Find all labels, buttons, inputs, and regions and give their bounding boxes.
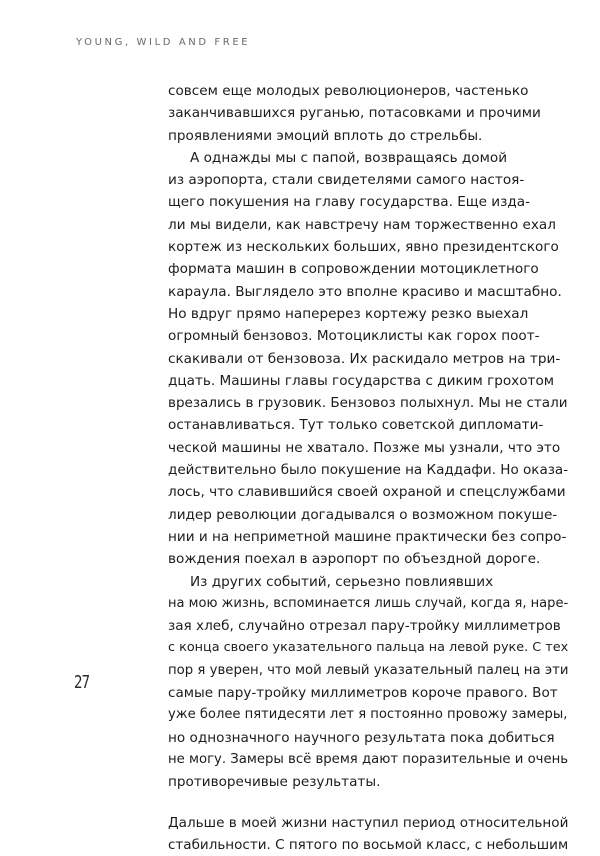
text-line: противоречивые результаты. — [168, 774, 381, 791]
text-line: нии и на неприметной машине практически без сопро- — [168, 528, 567, 545]
text-line: с конца своего указательного пальца на левой руке. С тех — [168, 640, 569, 656]
text-line: ческой машины не хватало. Позже мы узнали, что это — [168, 439, 561, 456]
text-line: заканчивавшихся руганью, потасовками и прочими — [168, 105, 541, 122]
text-line: лидер революции догадывался о возможном покуше- — [168, 506, 558, 523]
text-line: из аэропорта, стали свидетелями самого настоя- — [168, 172, 525, 189]
text-line: Но вдруг прямо наперерез кортежу резко выехал — [168, 305, 529, 322]
text-line: кортеж из нескольких больших, явно президентского — [168, 239, 559, 256]
text-line: совсем еще молодых революционеров, частенько — [168, 83, 529, 99]
text-line: скакивали от бензовоза. Их раскидало метров на три- — [168, 350, 561, 367]
text-line: на мою жизнь, вспоминается лишь случай, когда я, наре- — [168, 595, 569, 611]
text-line: проявлениями эмоций вплоть до стрельбы. — [168, 127, 483, 144]
text-line: лось, что славившийся своей охраной и спецслужбами — [168, 484, 566, 501]
text-line: стабильности. С пятого по восьмой класс, с небольшим — [168, 836, 569, 853]
text-line: формата машин в сопровождении мотоциклетного — [168, 261, 539, 278]
text-line: останавливаться. Тут только советской дипломати- — [168, 417, 544, 434]
section-first-line: Дальше в моей жизни наступил период относительной — [168, 814, 569, 831]
text-line: но однозначного научного результата пока добиться — [168, 729, 555, 746]
text-line: вождения поехал в аэропорт по объездной дороге. — [168, 551, 541, 568]
text-line: не могу. Замеры всё время дают поразительные и очень — [168, 751, 569, 767]
text-line: пор я уверен, что мой левый указательный палец на эти — [168, 662, 569, 678]
text-line: ли мы видели, как навстречу нам торжественно ехал — [168, 216, 556, 233]
text-line: зая хлеб, случайно отрезал пару-тройку миллиметров — [168, 618, 561, 635]
text-line: действительно было покушение на Каддафи. Но оказа- — [168, 462, 569, 479]
running-header-title: YOUNG, WILD AND FREE — [76, 37, 251, 48]
text-line: огромный бензовоз. Мотоциклисты как горох поот- — [168, 328, 540, 345]
text-line: самые пару-тройку миллиметров короче правого. Вот — [168, 685, 558, 702]
text-line: щего покушения на главу государства. Еще изда- — [168, 194, 530, 211]
paragraph-first-line: А однажды мы с папой, возвращаясь домой — [190, 149, 508, 166]
page-body-text — [168, 80, 568, 856]
page-number: 27 — [74, 672, 90, 693]
text-line: уже более пятидесяти лет я постоянно провожу замеры, — [168, 707, 568, 723]
text-line: дцать. Машины главы государства с диким грохотом — [168, 372, 555, 389]
paragraph-first-line: Из других событий, серьезно повлиявших — [190, 573, 494, 590]
text-line: караула. Выглядело это вполне красиво и масштабно. — [168, 283, 562, 300]
text-line: врезались в грузовик. Бензовоз полыхнул. Мы не стали — [168, 395, 568, 412]
